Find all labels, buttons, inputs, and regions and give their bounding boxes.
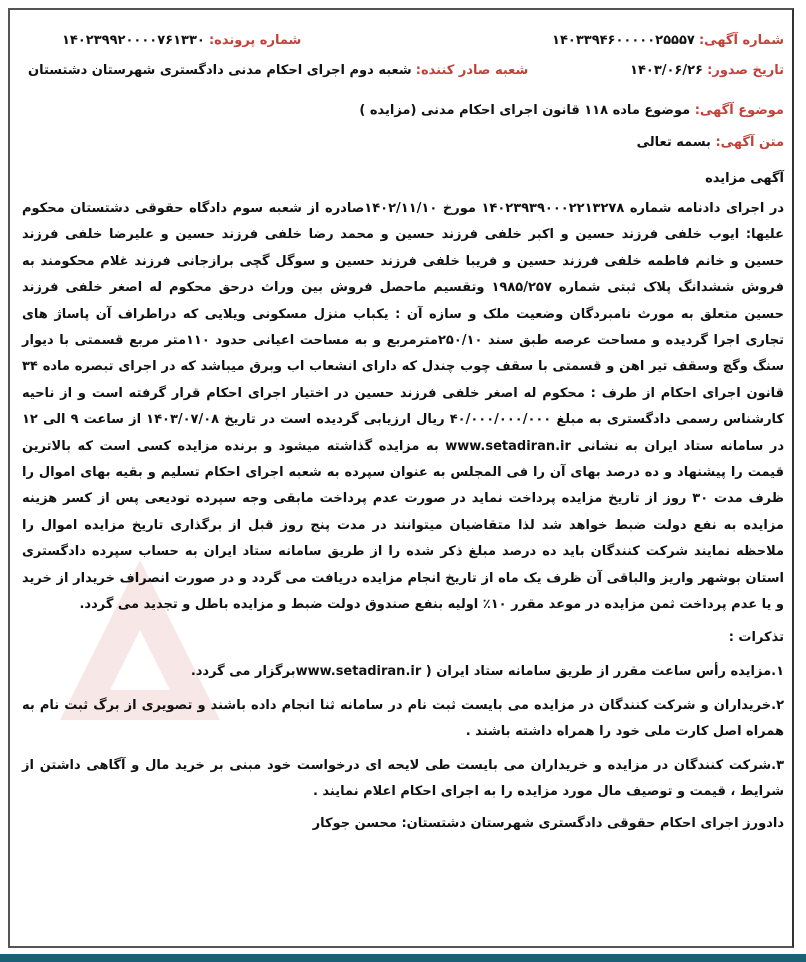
note-item-2: ۲.خریداران و شرکت کنندگان در مزایده می بایست ثبت نام در سامانه ثنا انجام داده باشند و تصویری از برگ ثبت نام به همراه اصل کارت ملی خود را همراه داشته باشند .	[22, 697, 784, 739]
ad-number-value: ۱۴۰۳۳۹۴۶۰۰۰۰۰۲۵۵۵۷	[552, 33, 695, 48]
subject-line	[22, 98, 784, 124]
subject-value: موضوع ماده ۱۱۸ قانون اجرای احکام مدنی (مزایده )	[359, 103, 691, 118]
ad-number	[552, 28, 784, 54]
issue-date-label: تاریخ صدور:	[707, 63, 784, 78]
issuer-value: شعبه دوم اجرای احکام مدنی دادگستری شهرستان دشتستان	[28, 63, 412, 78]
header-row-2	[22, 58, 784, 88]
file-number	[62, 28, 301, 54]
notes-title: تذکرات :	[728, 629, 784, 645]
header-row-1	[22, 28, 784, 58]
notice-body: در اجرای دادنامه شماره ۱۴۰۲۳۹۳۹۰۰۰۲۲۱۳۲۷۸ مورخ ۱۴۰۲/۱۱/۱۰صادره از شعبه سوم دادگاه حقوقی دشتستان محکوم علیها: ایوب خلفی فرزند حسین و اکبر خلفی فرزند حسین و محمد رضا خلفی فرزند حسین و علیرضا خلفی فرزند حسین و خانم فاطمه خلفی فرزند حسین و فریبا خلفی فرزند حسین و سوگل گچی برازجانی فرزند غلام محکومند به فروش ششدانگ پلاک ثبتی شماره ۱۹۸۵/۲۵۷ وتقسیم ماحصل فروش بین وراث درحق محکوم له اصغر خلفی فرزند حسین متعلق به مورث نامبردگان وضعیت ملک و سازه آن : یکباب منزل مسکونی ویلایی که دراطراف آن پاساژ های تجاری اجرا گردیده و مساحت عرصه طبق سند ۲۵۰/۱۰مترمربع و به مساحت اعیانی حدود ۱۱۰متر مربع قسمتی با دیوار سنگ وگچ وسقف تیر اهن و قسمتی با سقف چوب چندل که دارای انشعاب اب وبرق میباشد که در اجرای تبصره ماده ۳۴ قانون اجرای احکام از طرف : محکوم له اصغر خلفی فرزند حسین در اختیار اجرای احکام قرار گرفته است و از ناحیه کارشناس رسمی دادگستری به مبلغ ۴۰/۰۰۰/۰۰۰/۰۰۰ ریال ارزیابی گردیده است در تاریخ ۱۴۰۳/۰۷/۰۸ از ساعت ۹ الی ۱۲ در سامانه ستاد ایران به نشانی www.setadiran.ir به مزایده گذاشته میشود و برنده مزایده کسی است که بالاترین قیمت را پیشنهاد و ده درصد بهای آن را فی المجلس به عنوان سپرده به شعبه اجرای احکام تسلیم و بقیه بهای اموال را ظرف مدت ۳۰ روز از تاریخ مزایده پرداخت نماید در صورت عدم پرداخت مابقی وجه سپرده تودیعی پس از کسر هزینه مزایده به نفع دولت ضبط خواهد شد لذا متقاضیان میتوانند در مدت پنج روز قبل از برگذاری تاریخ مزایده اموال را ملاحظه نمایند شرکت کنندگان باید ده درصد مبلغ ذکر شده را از طریق سامانه ستاد ایران به حساب سپرده دادگستری استان بوشهر واریز والباقی آن ظرف یک ماه از تاریخ انجام مزایده دریافت می گردد و در صورت انصراف خریدار از خرید و یا عدم پرداخت ثمن مزایده در موعد مقرر ۱۰٪ اولیه بنفع صندوق دولت ضبط و مزایده باطل و تجدید می گردد.	[22, 201, 785, 613]
ad-number-label: شماره آگهی:	[698, 33, 784, 48]
text-line	[22, 130, 784, 156]
issuer	[28, 58, 528, 84]
issue-date-value: ۱۴۰۳/۰۶/۲۶	[630, 63, 703, 78]
note-item-1: ۱.مزایده رأس ساعت مقرر از طریق سامانه ستاد ایران ( www.setadiran.irبرگزار می گردد.	[190, 663, 784, 679]
file-number-label: شماره پرونده:	[208, 33, 302, 48]
issuer-label: شعبه صادر کننده:	[415, 63, 529, 78]
bottom-bar	[0, 954, 806, 962]
notice-content	[22, 28, 784, 837]
text-label: متن آگهی:	[715, 135, 784, 150]
subject-label: موضوع آگهی:	[694, 103, 784, 118]
file-number-value: ۱۴۰۲۳۹۹۲۰۰۰۰۷۶۱۳۳۰	[62, 33, 205, 48]
signature: دادورز اجرای احکام حقوقی دادگستری شهرستان دشتستان: محسن جوکار	[312, 815, 784, 831]
text-opening: بسمه تعالی	[636, 135, 711, 150]
notice-title: آگهی مزایده	[705, 171, 784, 186]
note-item-3: ۳.شرکت کنندگان در مزایده و خریداران می بایست طی لایحه ای درخواست خود مبنی بر خرید مال و آگاهی داشتن از شرایط ، قیمت و توصیف مال مورد مزایده را به اجرای احکام اعلام نمایند .	[22, 757, 784, 799]
issue-date	[630, 58, 784, 84]
